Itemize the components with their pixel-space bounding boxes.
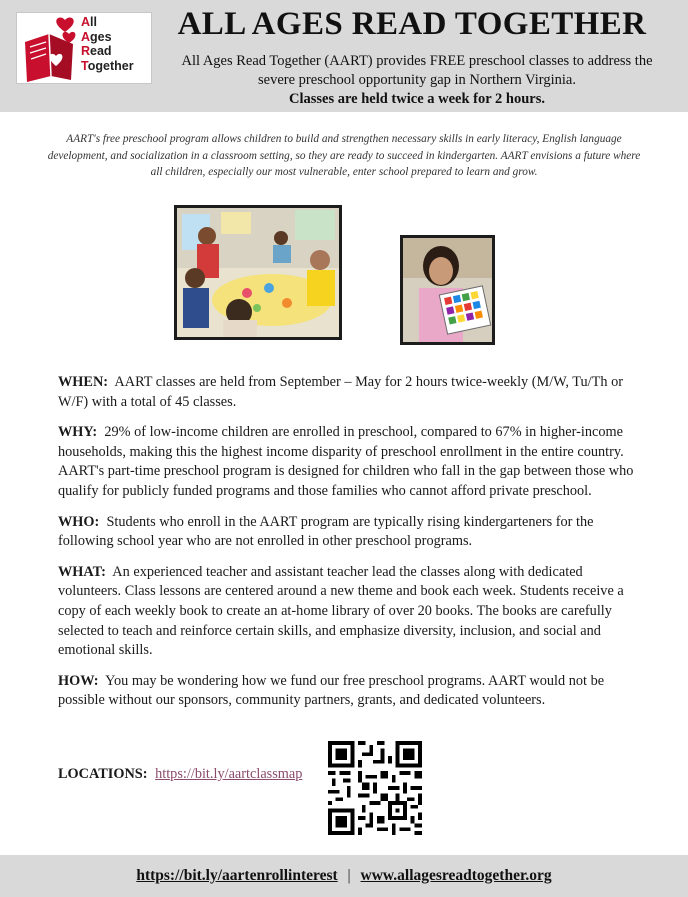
- reading-child-photo: [400, 235, 495, 345]
- section-how: [58, 672, 644, 711]
- logo-word: All: [81, 15, 97, 29]
- section-text: 29% of low-income children are enrolled in preschool, compared to 67% in higher-income households, making this the highest income disparity of preschool enrollment in the entire country. AART's part-time preschool program is designed for children who fall in the gap between those who qualify for publicly funded programs and those families who cannot afford private preschool.: [58, 424, 634, 499]
- section-when: [58, 373, 644, 412]
- qr-code[interactable]: [328, 741, 422, 835]
- section-why: [58, 423, 644, 501]
- section-label: WHEN:: [58, 374, 109, 390]
- logo-word: Together: [81, 58, 134, 73]
- reading-child-photo-image: [403, 238, 492, 342]
- section-who: [58, 513, 644, 552]
- section-text: Students who enroll in the AART program are typically rising kindergarteners for the following school year who are not enrolled in other preschool programs.: [58, 513, 594, 550]
- section-label: WHAT:: [58, 563, 106, 580]
- section-text: You may be wondering how we fund our free preschool programs. AART would not be possible without our sponsors, community partners, grants, and dedicated volunteers.: [58, 672, 605, 709]
- footer-separator: |: [347, 867, 351, 884]
- website-link[interactable]: www.allagesreadtogether.org: [360, 867, 552, 884]
- classroom-photo-image: [177, 208, 339, 337]
- locations-map-link[interactable]: https://bit.ly/aartclassmap: [155, 766, 303, 782]
- intro-paragraph: AART's free preschool program allows children to build and strengthen necessary skills in early literacy, English language development, and socialization in a classroom setting, so they are ready to succeed in kindergarten. AART envisions a future where all children, especially our most vulnerable, enter school prepared to learn and grow.: [47, 133, 641, 178]
- header-schedule-note: Classes are held twice a week for 2 hours.: [288, 91, 545, 107]
- header-band: [0, 0, 688, 112]
- enroll-interest-link[interactable]: https://bit.ly/aartenrollinterest: [136, 867, 338, 884]
- header-description: [162, 52, 672, 109]
- logo-word: Ages: [81, 29, 112, 44]
- book-heart-icon: [19, 16, 81, 82]
- locations-label: LOCATIONS:: [58, 766, 148, 782]
- section-label: WHO:: [58, 513, 100, 530]
- section-label: HOW:: [58, 672, 99, 689]
- section-what: [58, 563, 644, 661]
- page-title: ALL AGES READ TOGETHER: [177, 6, 647, 42]
- header-description-text: All Ages Read Together (AART) provides FREE preschool classes to address the severe preschool opportunity gap in Northern Virginia.: [181, 53, 653, 88]
- logo-word: Read: [81, 44, 112, 58]
- logo: [16, 12, 152, 84]
- section-text: An experienced teacher and assistant teacher lead the classes along with dedicated volunteers. Class lessons are centered around a new theme and book each week. Students receive a copy of each weekly book to create an at-home library of over 20 books. The books are carefully selected to teach and reinforce certain skills, and emphasize diversity, inclusion, and social and emotional skills.: [58, 563, 624, 659]
- logo-wordmark: [81, 15, 134, 73]
- locations-line: [58, 766, 302, 783]
- section-label: WHY:: [58, 424, 98, 441]
- footer-band: [0, 855, 688, 897]
- program-details: [58, 373, 644, 722]
- classroom-photo: [174, 205, 342, 340]
- section-text: AART classes are held from September – May for 2 hours twice-weekly (M/W, Tu/Th or W/F) with a total of 45 classes.: [58, 374, 623, 410]
